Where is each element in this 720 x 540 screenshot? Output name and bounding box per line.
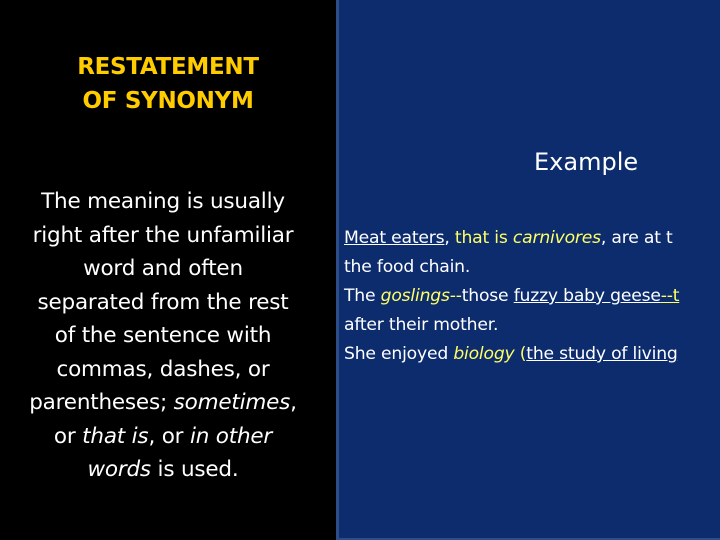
example-fragment: The <box>344 286 381 306</box>
example-highlight: ( <box>514 344 527 364</box>
example-panel <box>339 0 720 540</box>
heading-line: OF SYNONYM <box>82 88 254 114</box>
example-sentences <box>344 224 720 369</box>
example-underlined: fuzzy baby geese <box>513 286 661 306</box>
example-highlight: -- <box>449 286 462 306</box>
definition-line: separated from the rest <box>37 289 289 315</box>
example-highlight: that is <box>454 228 513 248</box>
example-line <box>344 224 720 253</box>
definition-italic: sometimes <box>173 390 291 415</box>
definition-line: commas, dashes, or <box>56 356 270 382</box>
example-underlined: the study of living <box>526 344 678 364</box>
example-highlight-italic: goslings <box>380 286 450 306</box>
definition-fragment: , <box>290 390 297 415</box>
example-underlined: Meat eaters <box>344 228 445 248</box>
example-highlight-italic: carnivores <box>512 228 601 248</box>
example-fragment: , are at t <box>600 228 673 248</box>
definition-panel <box>0 0 336 540</box>
definition-fragment: is used. <box>150 457 239 482</box>
example-highlight-italic: biology <box>453 344 515 364</box>
example-highlight: --t <box>660 286 680 306</box>
definition-line: right after the unfamiliar <box>32 222 294 248</box>
example-title: Example <box>534 148 639 176</box>
example-line <box>344 340 720 369</box>
example-line: after their mother. <box>344 315 499 335</box>
slide-heading <box>18 50 318 118</box>
definition-line: The meaning is usually <box>41 189 285 214</box>
definition-line: word and often <box>83 256 243 281</box>
example-line <box>344 282 720 311</box>
definition-italic: that is <box>82 423 149 449</box>
definition-text <box>4 185 322 487</box>
example-line: the food chain. <box>344 257 471 277</box>
definition-line <box>4 386 322 420</box>
example-fragment: , <box>444 228 455 248</box>
definition-fragment: or <box>53 423 83 449</box>
definition-line <box>4 453 322 487</box>
example-fragment: those <box>461 286 514 306</box>
definition-fragment: parentheses; <box>29 390 174 415</box>
definition-line: of the sentence with <box>54 323 272 348</box>
example-fragment: She enjoyed <box>344 344 454 364</box>
definition-line <box>4 420 322 454</box>
heading-line: RESTATEMENT <box>77 54 259 80</box>
definition-fragment: , or <box>148 423 190 449</box>
definition-italic: in other <box>189 423 273 449</box>
definition-italic: words <box>87 457 151 482</box>
